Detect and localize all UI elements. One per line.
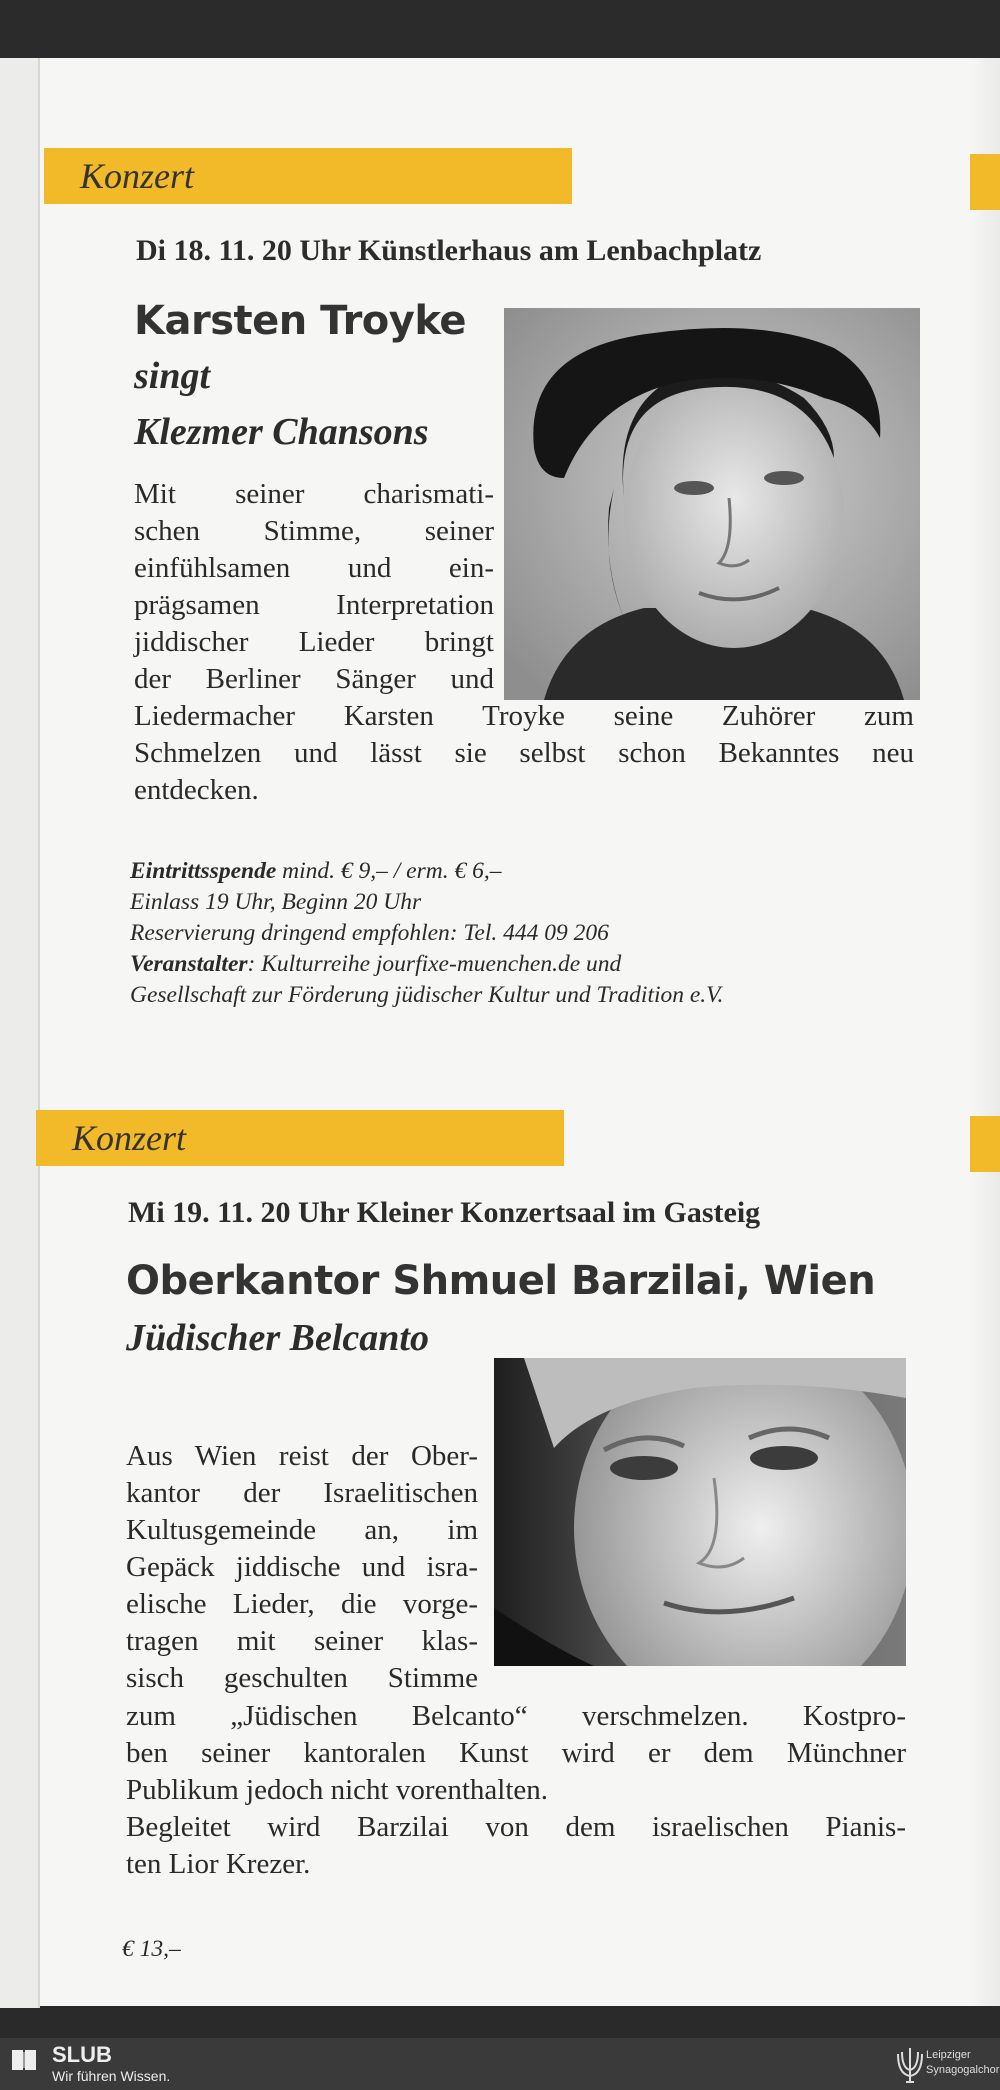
description-line: Schmelzen und lässt sie selbst schon Bekanntes neu [134,737,914,769]
event-subtitle: Klezmer Chansons [134,411,429,453]
event-description-wide [126,1698,906,1883]
artist-photo [504,308,920,700]
description-line: Kultusgemeinde an, im [126,1514,478,1546]
artist-portrait [504,308,920,700]
description-line: Aus Wien reist der Ober- [126,1440,478,1472]
event-description-wide [134,698,914,809]
event-subtitle: singt [134,355,211,397]
event-info [130,856,930,1011]
description-line: Begleitet wird Barzilai von dem israelischen Pianis- [126,1811,906,1843]
artist-photo [494,1358,906,1666]
entry-fee-label: Eintrittsspende [130,858,277,884]
artist-name: Karsten Troyke [134,298,467,344]
description-line: kantor der Israelitischen [126,1477,478,1509]
event-dateline: Di 18. 11. 20 Uhr Künstlerhaus am Lenbachplatz [136,234,762,267]
entry-fee-line [130,856,930,887]
organizer-line [130,949,930,980]
description-line: sisch geschulten Stimme [126,1662,478,1694]
organizer-line-2: Gesellschaft zur Förderung jüdischer Kultur und Tradition e.V. [130,982,724,1008]
description-line: einfühlsamen und ein- [134,552,494,584]
event-price: € 13,– [122,1936,181,1962]
admission-time: Einlass 19 Uhr, Beginn 20 Uhr [130,889,422,915]
viewer-footer [0,2038,1000,2090]
organizer-label: Veranstalter [130,951,248,977]
description-line: ten Lior Krezer. [126,1848,311,1880]
scan-background [0,0,1000,62]
category-label: Konzert [72,1118,187,1158]
artist-portrait [494,1358,906,1666]
event-description-narrow [134,476,494,698]
scan-page-edge [0,58,40,2008]
description-line: ben seiner kantoralen Kunst wird er dem Münchner [126,1737,906,1769]
reservation-info: Reservierung dringend empfohlen: Tel. 444 09 206 [130,920,609,946]
description-line: Gepäck jiddische und isra- [126,1551,478,1583]
partner-line-2: Synagogalchor [926,2064,1000,2076]
description-line: prägsamen Interpretation [134,589,494,621]
organizer-value: : Kulturreihe jourfixe-muenchen.de und [247,951,622,977]
description-line: Publikum jedoch nicht vorenthalten. [126,1774,549,1806]
event-subtitle: Jüdischer Belcanto [126,1317,429,1359]
event-description-narrow [126,1438,478,1697]
description-line: entdecken. [134,774,259,806]
description-line: der Berliner Sänger und [134,663,494,695]
partner-line-1: Leipziger [926,2049,971,2061]
category-label: Konzert [80,156,195,196]
menorah-icon [896,2042,924,2086]
brochure-page [40,58,1000,2006]
description-line: Mit seiner charismati- [134,478,494,510]
category-bar-edge [970,1116,1000,1172]
slub-brand: SLUB [52,2042,112,2067]
category-bar-edge [970,154,1000,210]
description-line: tragen mit seiner klas- [126,1625,478,1657]
description-line: Liedermacher Karsten Troyke seine Zuhörer zum [134,700,914,732]
description-line: zum „Jüdischen Belcanto“ verschmelzen. Kostpro- [126,1700,906,1732]
description-line: jiddischer Lieder bringt [134,626,494,658]
slub-tagline: Wir führen Wissen. [52,2068,171,2084]
partner-label [926,2048,999,2078]
description-line: schen Stimme, seiner [134,515,494,547]
artist-name: Oberkantor Shmuel Barzilai, Wien [126,1258,876,1304]
entry-fee-value: mind. € 9,– / erm. € 6,– [282,858,502,884]
description-line: elische Lieder, die vorge- [126,1588,478,1620]
slub-logo-icon [12,2048,38,2072]
event-dateline: Mi 19. 11. 20 Uhr Kleiner Konzertsaal im Gasteig [128,1196,761,1229]
